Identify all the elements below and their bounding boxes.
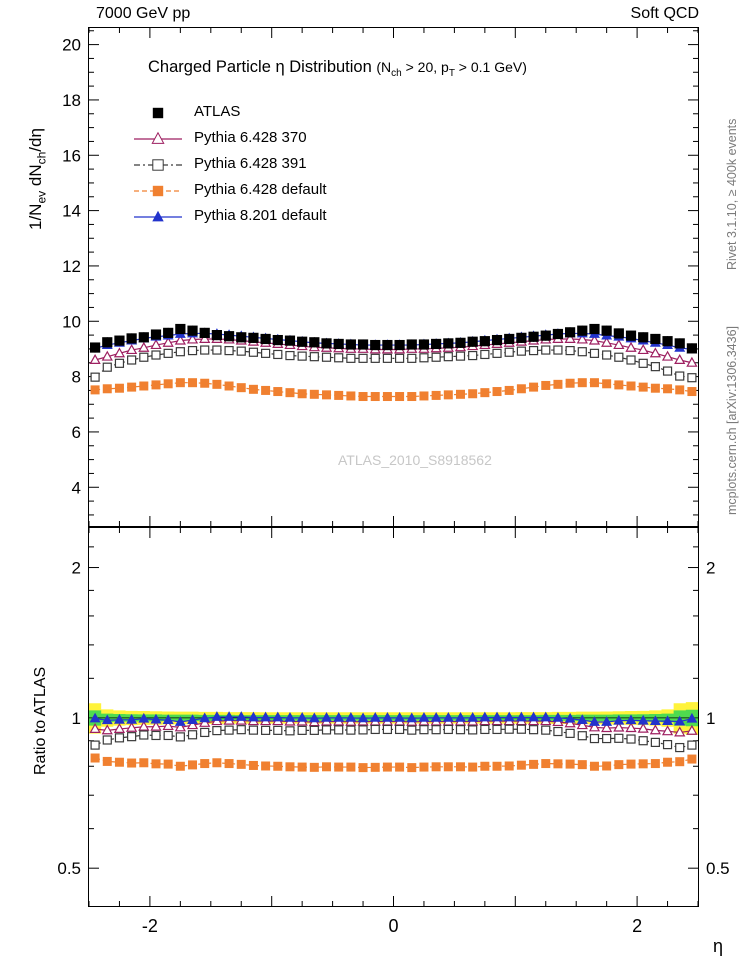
svg-text:4: 4 <box>71 478 81 498</box>
svg-text:16: 16 <box>62 146 81 166</box>
svg-text:12: 12 <box>62 256 81 276</box>
legend-symbol-icon <box>132 100 184 126</box>
legend-symbol-icon <box>132 178 184 204</box>
svg-text:0.5: 0.5 <box>706 859 730 879</box>
legend-symbol-icon <box>132 152 184 178</box>
ratio-y-axis-title: Ratio to ATLAS <box>32 666 49 775</box>
legend-label: Pythia 8.201 default <box>194 207 327 224</box>
svg-text:10: 10 <box>62 312 81 332</box>
svg-text:20: 20 <box>62 35 81 55</box>
svg-text:2: 2 <box>706 558 716 578</box>
svg-text:6: 6 <box>71 422 81 442</box>
svg-text:8: 8 <box>71 367 81 387</box>
legend-label: ATLAS <box>194 103 241 120</box>
svg-text:2: 2 <box>71 558 81 578</box>
legend-label: Pythia 6.428 391 <box>194 155 307 172</box>
plot-title-main: Charged Particle η Distribution <box>148 58 372 76</box>
svg-text:1: 1 <box>706 708 716 728</box>
main-y-axis-title: $1/N_{ev}$ $dN_{ch}/d\eta$ <box>26 128 49 230</box>
legend-label: Pythia 6.428 default <box>194 181 327 198</box>
right-caption-rivet: Rivet 3.1.10, ≥ 400k events <box>725 118 739 270</box>
legend-label: Pythia 6.428 370 <box>194 129 307 146</box>
svg-text:1: 1 <box>71 708 81 728</box>
svg-text:-2: -2 <box>141 916 158 936</box>
plot-title <box>148 58 527 79</box>
svg-text:0: 0 <box>388 916 399 936</box>
plot-title-cuts: ($N_{ch} > 20$, $p_T > 0.1$ GeV) <box>376 59 527 79</box>
header-left: 7000 GeV pp <box>96 5 191 22</box>
analysis-watermark: ATLAS_2010_S8918562 <box>338 452 492 468</box>
header-right: Soft QCD <box>630 5 699 22</box>
svg-text:0.5: 0.5 <box>57 859 81 879</box>
x-axis-title: η <box>713 936 724 956</box>
right-caption-mcplots: mcplots.cern.ch [arXiv:1306.3436] <box>725 326 739 515</box>
svg-text:18: 18 <box>62 90 81 110</box>
legend-symbol-icon <box>132 126 184 152</box>
svg-text:14: 14 <box>62 201 81 221</box>
svg-text:2: 2 <box>632 916 643 936</box>
legend-symbol-icon <box>132 204 184 230</box>
